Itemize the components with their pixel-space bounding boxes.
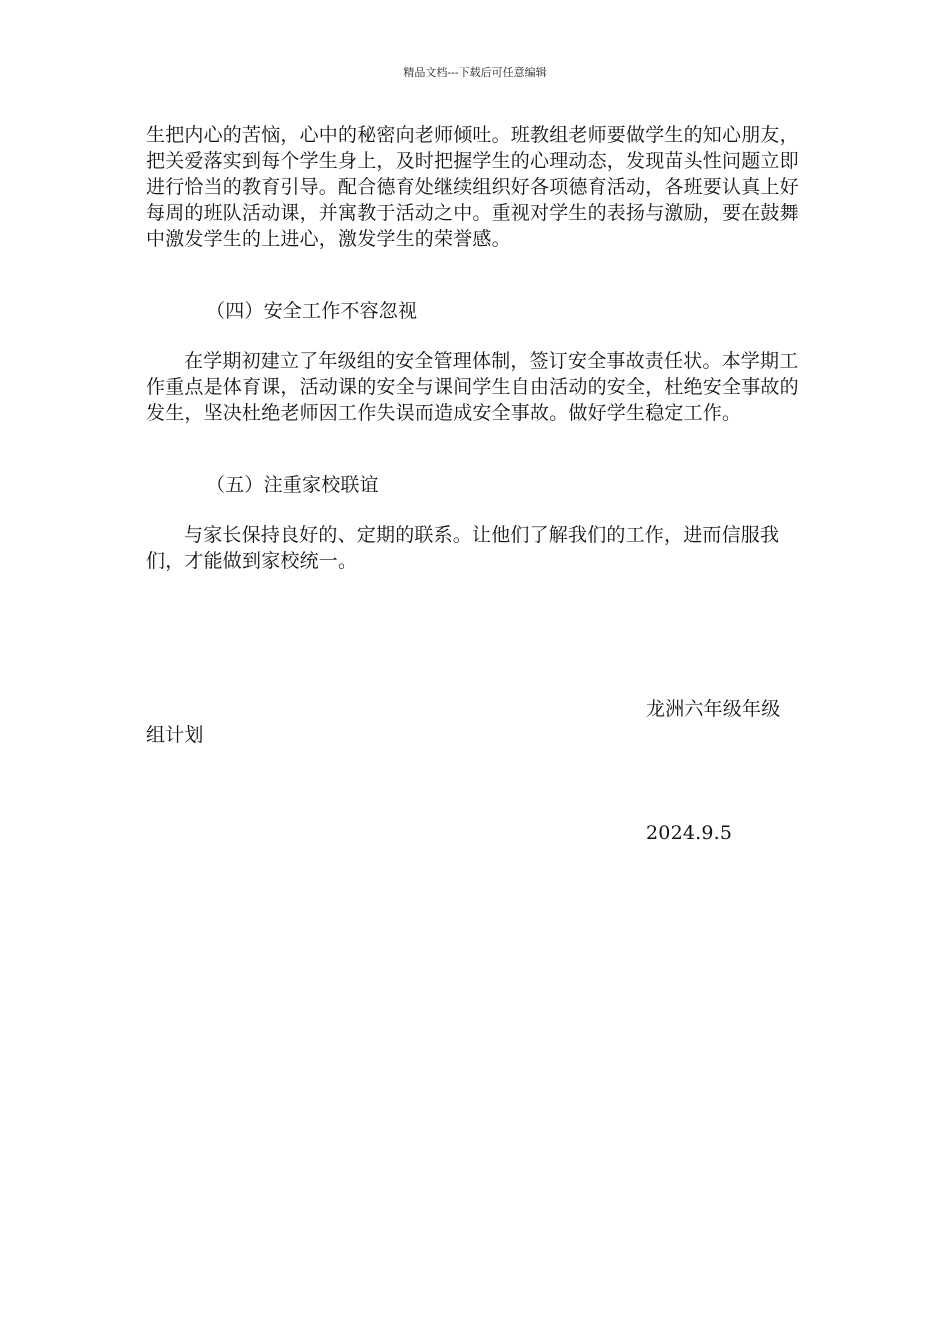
- signature-line-1: 龙洲六年级年级: [646, 698, 781, 720]
- signature-line-2: 组计划: [146, 724, 204, 746]
- document-date: 2024.9.5: [646, 822, 733, 844]
- paragraph-student-care: 生把内心的苦恼，心中的秘密向老师倾吐。班教组老师要做学生的知心朋友，把关爱落实到每个学生身上，及时把握学生的心理动态，发现苗头性问题立即进行恰当的教育引导。配合德育处继续组织好各项德育活动，各班要认真上好每周的班队活动课，并寓教于活动之中。重视对学生的表扬与激励，要在鼓舞中激发学生的上进心，激发学生的荣誉感。: [146, 124, 799, 250]
- paragraph-home-school: 与家长保持良好的、定期的联系。让他们了解我们的工作，进而信服我们，才能做到家校统一。: [146, 524, 780, 572]
- page-header: 精品文档---下载后可任意编辑: [403, 66, 547, 79]
- section-heading-home-school: （五）注重家校联谊: [206, 474, 379, 496]
- section-heading-safety: （四）安全工作不容忽视: [206, 300, 418, 322]
- paragraph-safety: 在学期初建立了年级组的安全管理体制，签订安全事故责任状。本学期工作重点是体育课，活动课的安全与课间学生自由活动的安全，杜绝安全事故的发生，坚决杜绝老师因工作失误而造成安全事故。做好学生稳定工作。: [146, 350, 799, 424]
